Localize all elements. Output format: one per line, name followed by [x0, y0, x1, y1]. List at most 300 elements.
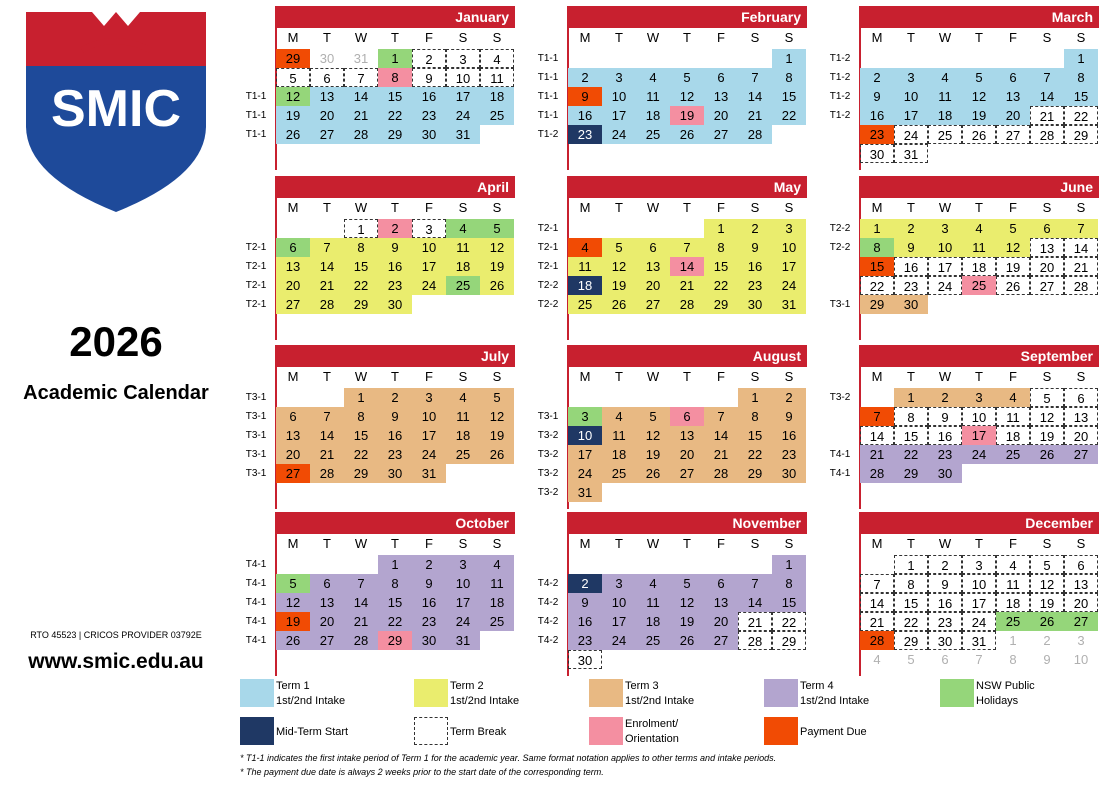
day-cell[interactable]: 19 — [480, 426, 514, 445]
day-cell[interactable]: 20 — [1064, 426, 1098, 445]
day-cell[interactable]: 10 — [412, 407, 446, 426]
day-cell[interactable]: 3 — [446, 555, 480, 574]
day-cell[interactable]: 7 — [704, 407, 738, 426]
day-cell[interactable]: 11 — [602, 426, 636, 445]
day-cell[interactable]: 29 — [378, 125, 412, 144]
day-cell[interactable]: 18 — [568, 276, 602, 295]
day-cell[interactable]: 5 — [670, 68, 704, 87]
day-cell[interactable]: 25 — [996, 445, 1030, 464]
day-cell[interactable]: 10 — [446, 68, 480, 87]
day-cell[interactable]: 17 — [962, 593, 996, 612]
day-cell[interactable]: 16 — [738, 257, 772, 276]
day-cell[interactable]: 31 — [446, 125, 480, 144]
day-cell[interactable]: 24 — [568, 464, 602, 483]
day-cell[interactable]: 28 — [344, 631, 378, 650]
day-cell[interactable]: 8 — [344, 407, 378, 426]
day-cell[interactable]: 2 — [894, 219, 928, 238]
day-cell[interactable]: 14 — [860, 426, 894, 445]
day-cell[interactable]: 16 — [412, 87, 446, 106]
day-cell[interactable]: 5 — [1030, 555, 1064, 574]
day-cell[interactable]: 21 — [310, 445, 344, 464]
day-cell[interactable]: 9 — [738, 238, 772, 257]
day-cell[interactable]: 17 — [568, 445, 602, 464]
day-cell[interactable]: 7 — [1030, 68, 1064, 87]
day-cell[interactable]: 31 — [962, 631, 996, 650]
day-cell[interactable]: 1 — [704, 219, 738, 238]
day-cell[interactable]: 7 — [310, 407, 344, 426]
day-cell[interactable]: 7 — [860, 407, 894, 426]
day-cell[interactable]: 29 — [894, 464, 928, 483]
day-cell[interactable]: 19 — [996, 257, 1030, 276]
day-cell[interactable]: 21 — [1030, 106, 1064, 125]
day-cell[interactable]: 17 — [772, 257, 806, 276]
day-cell[interactable]: 30 — [772, 464, 806, 483]
day-cell[interactable]: 22 — [894, 445, 928, 464]
day-cell[interactable]: 5 — [276, 68, 310, 87]
day-cell[interactable]: 1 — [1009, 633, 1017, 648]
day-cell[interactable]: 1 — [860, 219, 894, 238]
day-cell[interactable]: 23 — [412, 612, 446, 631]
day-cell[interactable]: 3 — [894, 68, 928, 87]
day-cell[interactable]: 6 — [704, 68, 738, 87]
day-cell[interactable]: 6 — [1064, 555, 1098, 574]
day-cell[interactable]: 12 — [996, 238, 1030, 257]
day-cell[interactable]: 20 — [636, 276, 670, 295]
day-cell[interactable]: 9 — [568, 593, 602, 612]
day-cell[interactable]: 12 — [962, 87, 996, 106]
day-cell[interactable]: 18 — [962, 257, 996, 276]
day-cell[interactable]: 14 — [738, 87, 772, 106]
day-cell[interactable]: 24 — [962, 445, 996, 464]
day-cell[interactable]: 19 — [962, 106, 996, 125]
day-cell[interactable]: 22 — [378, 612, 412, 631]
day-cell[interactable]: 11 — [568, 257, 602, 276]
day-cell[interactable]: 7 — [738, 68, 772, 87]
day-cell[interactable]: 18 — [602, 445, 636, 464]
day-cell[interactable]: 13 — [276, 426, 310, 445]
day-cell[interactable]: 23 — [378, 276, 412, 295]
day-cell[interactable]: 14 — [1064, 238, 1098, 257]
day-cell[interactable]: 26 — [670, 125, 704, 144]
day-cell[interactable]: 25 — [996, 612, 1030, 631]
day-cell[interactable]: 23 — [894, 276, 928, 295]
day-cell[interactable]: 7 — [738, 574, 772, 593]
day-cell[interactable]: 18 — [446, 257, 480, 276]
day-cell[interactable]: 17 — [412, 426, 446, 445]
day-cell[interactable]: 26 — [996, 276, 1030, 295]
day-cell[interactable]: 8 — [704, 238, 738, 257]
day-cell[interactable]: 9 — [928, 574, 962, 593]
day-cell[interactable]: 26 — [480, 445, 514, 464]
day-cell[interactable]: 28 — [310, 295, 344, 314]
day-cell[interactable]: 22 — [378, 106, 412, 125]
day-cell[interactable]: 28 — [860, 464, 894, 483]
day-cell[interactable]: 24 — [602, 125, 636, 144]
day-cell[interactable]: 3 — [412, 219, 446, 238]
day-cell[interactable]: 11 — [636, 593, 670, 612]
day-cell[interactable]: 11 — [446, 238, 480, 257]
website-link[interactable]: www.smic.edu.au — [28, 650, 204, 673]
day-cell[interactable]: 25 — [446, 276, 480, 295]
day-cell[interactable]: 29 — [344, 295, 378, 314]
day-cell[interactable]: 9 — [378, 238, 412, 257]
day-cell[interactable]: 23 — [378, 445, 412, 464]
day-cell[interactable]: 16 — [860, 106, 894, 125]
day-cell[interactable]: 2 — [568, 68, 602, 87]
day-cell[interactable]: 28 — [1064, 276, 1098, 295]
day-cell[interactable]: 4 — [996, 555, 1030, 574]
day-cell[interactable]: 21 — [860, 612, 894, 631]
day-cell[interactable]: 2 — [928, 555, 962, 574]
day-cell[interactable]: 20 — [1064, 593, 1098, 612]
day-cell[interactable]: 30 — [412, 631, 446, 650]
day-cell[interactable]: 3 — [602, 574, 636, 593]
day-cell[interactable]: 22 — [894, 612, 928, 631]
day-cell[interactable]: 23 — [772, 445, 806, 464]
day-cell[interactable]: 8 — [772, 574, 806, 593]
day-cell[interactable]: 5 — [636, 407, 670, 426]
day-cell[interactable]: 13 — [670, 426, 704, 445]
day-cell[interactable]: 26 — [276, 631, 310, 650]
day-cell[interactable]: 5 — [996, 219, 1030, 238]
day-cell[interactable]: 17 — [928, 257, 962, 276]
day-cell[interactable]: 7 — [310, 238, 344, 257]
day-cell[interactable]: 4 — [636, 68, 670, 87]
day-cell[interactable]: 12 — [276, 87, 310, 106]
day-cell[interactable]: 16 — [412, 593, 446, 612]
day-cell[interactable]: 29 — [704, 295, 738, 314]
day-cell[interactable]: 20 — [276, 445, 310, 464]
day-cell[interactable]: 3 — [772, 219, 806, 238]
day-cell[interactable]: 9 — [928, 407, 962, 426]
day-cell[interactable]: 16 — [928, 426, 962, 445]
day-cell[interactable]: 29 — [894, 631, 928, 650]
day-cell[interactable]: 10 — [602, 593, 636, 612]
day-cell[interactable]: 1 — [772, 49, 806, 68]
day-cell[interactable]: 23 — [568, 631, 602, 650]
day-cell[interactable]: 4 — [602, 407, 636, 426]
day-cell[interactable]: 30 — [378, 295, 412, 314]
day-cell[interactable]: 10 — [1073, 652, 1089, 667]
day-cell[interactable]: 11 — [480, 68, 514, 87]
day-cell[interactable]: 31 — [412, 464, 446, 483]
day-cell[interactable]: 25 — [568, 295, 602, 314]
day-cell[interactable]: 21 — [860, 445, 894, 464]
day-cell[interactable]: 12 — [1030, 574, 1064, 593]
day-cell[interactable]: 3 — [412, 388, 446, 407]
day-cell[interactable]: 13 — [704, 87, 738, 106]
day-cell[interactable]: 7 — [860, 574, 894, 593]
day-cell[interactable]: 24 — [772, 276, 806, 295]
day-cell[interactable]: 3 — [1077, 633, 1085, 648]
day-cell[interactable]: 13 — [1030, 238, 1064, 257]
day-cell[interactable]: 15 — [772, 87, 806, 106]
day-cell[interactable]: 28 — [670, 295, 704, 314]
day-cell[interactable]: 6 — [1030, 219, 1064, 238]
day-cell[interactable]: 25 — [636, 125, 670, 144]
day-cell[interactable]: 5 — [907, 652, 915, 667]
day-cell[interactable]: 7 — [1064, 219, 1098, 238]
day-cell[interactable]: 27 — [310, 631, 344, 650]
day-cell[interactable]: 31 — [446, 631, 480, 650]
day-cell[interactable]: 4 — [480, 49, 514, 68]
day-cell[interactable]: 18 — [480, 593, 514, 612]
day-cell[interactable]: 2 — [1043, 633, 1051, 648]
day-cell[interactable]: 14 — [1030, 87, 1064, 106]
day-cell[interactable]: 2 — [378, 219, 412, 238]
day-cell[interactable]: 18 — [446, 426, 480, 445]
day-cell[interactable]: 12 — [636, 426, 670, 445]
day-cell[interactable]: 31 — [568, 483, 602, 502]
day-cell[interactable]: 4 — [446, 219, 480, 238]
day-cell[interactable]: 31 — [772, 295, 806, 314]
day-cell[interactable]: 24 — [962, 612, 996, 631]
day-cell[interactable]: 5 — [670, 574, 704, 593]
day-cell[interactable]: 5 — [962, 68, 996, 87]
day-cell[interactable]: 1 — [378, 49, 412, 68]
day-cell[interactable]: 5 — [1030, 388, 1064, 407]
day-cell[interactable]: 21 — [670, 276, 704, 295]
day-cell[interactable]: 21 — [738, 612, 772, 631]
day-cell[interactable]: 29 — [276, 49, 310, 68]
day-cell[interactable]: 10 — [602, 87, 636, 106]
day-cell[interactable]: 6 — [276, 238, 310, 257]
day-cell[interactable]: 26 — [1030, 445, 1064, 464]
day-cell[interactable]: 13 — [996, 87, 1030, 106]
day-cell[interactable]: 23 — [928, 445, 962, 464]
day-cell[interactable]: 22 — [344, 276, 378, 295]
day-cell[interactable]: 23 — [568, 125, 602, 144]
day-cell[interactable]: 9 — [1043, 652, 1051, 667]
day-cell[interactable]: 17 — [446, 87, 480, 106]
day-cell[interactable]: 19 — [670, 612, 704, 631]
day-cell[interactable]: 30 — [378, 464, 412, 483]
day-cell[interactable]: 10 — [568, 426, 602, 445]
day-cell[interactable]: 28 — [704, 464, 738, 483]
day-cell[interactable]: 14 — [860, 593, 894, 612]
day-cell[interactable]: 8 — [860, 238, 894, 257]
day-cell[interactable]: 15 — [860, 257, 894, 276]
day-cell[interactable]: 29 — [344, 464, 378, 483]
day-cell[interactable]: 15 — [378, 87, 412, 106]
day-cell[interactable]: 14 — [344, 87, 378, 106]
day-cell[interactable]: 20 — [670, 445, 704, 464]
day-cell[interactable]: 13 — [310, 87, 344, 106]
day-cell[interactable]: 14 — [344, 593, 378, 612]
day-cell[interactable]: 18 — [636, 106, 670, 125]
day-cell[interactable]: 18 — [480, 87, 514, 106]
day-cell[interactable]: 7 — [975, 652, 983, 667]
day-cell[interactable]: 17 — [602, 612, 636, 631]
day-cell[interactable]: 18 — [996, 593, 1030, 612]
day-cell[interactable]: 8 — [894, 574, 928, 593]
day-cell[interactable]: 22 — [344, 445, 378, 464]
day-cell[interactable]: 26 — [1030, 612, 1064, 631]
day-cell[interactable]: 12 — [480, 407, 514, 426]
day-cell[interactable]: 11 — [962, 238, 996, 257]
day-cell[interactable]: 6 — [310, 574, 344, 593]
day-cell[interactable]: 10 — [412, 238, 446, 257]
day-cell[interactable]: 13 — [704, 593, 738, 612]
day-cell[interactable]: 8 — [738, 407, 772, 426]
day-cell[interactable]: 16 — [568, 612, 602, 631]
day-cell[interactable]: 7 — [344, 574, 378, 593]
day-cell[interactable]: 10 — [928, 238, 962, 257]
day-cell[interactable]: 6 — [704, 574, 738, 593]
day-cell[interactable]: 12 — [276, 593, 310, 612]
day-cell[interactable]: 19 — [1030, 426, 1064, 445]
day-cell[interactable]: 29 — [1064, 125, 1098, 144]
day-cell[interactable]: 24 — [412, 445, 446, 464]
day-cell[interactable]: 9 — [894, 238, 928, 257]
day-cell[interactable]: 12 — [602, 257, 636, 276]
day-cell[interactable]: 26 — [602, 295, 636, 314]
day-cell[interactable]: 24 — [602, 631, 636, 650]
day-cell[interactable]: 6 — [276, 407, 310, 426]
day-cell[interactable]: 21 — [310, 276, 344, 295]
day-cell[interactable]: 28 — [738, 631, 772, 650]
day-cell[interactable]: 25 — [602, 464, 636, 483]
day-cell[interactable]: 22 — [772, 106, 806, 125]
day-cell[interactable]: 9 — [772, 407, 806, 426]
day-cell[interactable]: 4 — [928, 68, 962, 87]
day-cell[interactable]: 1 — [772, 555, 806, 574]
day-cell[interactable]: 9 — [568, 87, 602, 106]
day-cell[interactable]: 20 — [996, 106, 1030, 125]
day-cell[interactable]: 4 — [996, 388, 1030, 407]
day-cell[interactable]: 3 — [962, 388, 996, 407]
day-cell[interactable]: 15 — [894, 593, 928, 612]
day-cell[interactable]: 16 — [772, 426, 806, 445]
day-cell[interactable]: 27 — [704, 125, 738, 144]
day-cell[interactable]: 1 — [894, 555, 928, 574]
day-cell[interactable]: 18 — [996, 426, 1030, 445]
day-cell[interactable]: 27 — [636, 295, 670, 314]
day-cell[interactable]: 8 — [772, 68, 806, 87]
day-cell[interactable]: 19 — [636, 445, 670, 464]
day-cell[interactable]: 30 — [738, 295, 772, 314]
day-cell[interactable]: 3 — [928, 219, 962, 238]
day-cell[interactable]: 5 — [480, 388, 514, 407]
day-cell[interactable]: 11 — [928, 87, 962, 106]
day-cell[interactable]: 26 — [636, 464, 670, 483]
day-cell[interactable]: 25 — [480, 106, 514, 125]
day-cell[interactable]: 19 — [670, 106, 704, 125]
day-cell[interactable]: 28 — [860, 631, 894, 650]
day-cell[interactable]: 28 — [738, 125, 772, 144]
day-cell[interactable]: 2 — [568, 574, 602, 593]
day-cell[interactable]: 30 — [860, 144, 894, 163]
day-cell[interactable]: 27 — [704, 631, 738, 650]
day-cell[interactable]: 13 — [636, 257, 670, 276]
day-cell[interactable]: 20 — [704, 106, 738, 125]
day-cell[interactable]: 23 — [928, 612, 962, 631]
day-cell[interactable]: 11 — [996, 574, 1030, 593]
day-cell[interactable]: 26 — [276, 125, 310, 144]
day-cell[interactable]: 2 — [378, 388, 412, 407]
day-cell[interactable]: 3 — [602, 68, 636, 87]
day-cell[interactable]: 14 — [704, 426, 738, 445]
day-cell[interactable]: 22 — [772, 612, 806, 631]
day-cell[interactable]: 19 — [276, 612, 310, 631]
day-cell[interactable]: 1 — [344, 388, 378, 407]
day-cell[interactable]: 25 — [928, 125, 962, 144]
day-cell[interactable]: 24 — [446, 106, 480, 125]
day-cell[interactable]: 27 — [1064, 445, 1098, 464]
day-cell[interactable]: 30 — [894, 295, 928, 314]
day-cell[interactable]: 10 — [772, 238, 806, 257]
day-cell[interactable]: 6 — [941, 652, 949, 667]
day-cell[interactable]: 12 — [480, 238, 514, 257]
day-cell[interactable]: 16 — [568, 106, 602, 125]
day-cell[interactable]: 4 — [568, 238, 602, 257]
day-cell[interactable]: 9 — [412, 68, 446, 87]
day-cell[interactable]: 28 — [310, 464, 344, 483]
day-cell[interactable]: 17 — [962, 426, 996, 445]
day-cell[interactable]: 18 — [928, 106, 962, 125]
day-cell[interactable]: 22 — [1064, 106, 1098, 125]
day-cell[interactable]: 11 — [480, 574, 514, 593]
day-cell[interactable]: 29 — [772, 631, 806, 650]
day-cell[interactable]: 8 — [378, 574, 412, 593]
day-cell[interactable]: 21 — [1064, 257, 1098, 276]
day-cell[interactable]: 23 — [738, 276, 772, 295]
day-cell[interactable]: 24 — [894, 125, 928, 144]
day-cell[interactable]: 3 — [962, 555, 996, 574]
day-cell[interactable]: 25 — [636, 631, 670, 650]
day-cell[interactable]: 27 — [1064, 612, 1098, 631]
day-cell[interactable]: 13 — [1064, 574, 1098, 593]
day-cell[interactable]: 24 — [412, 276, 446, 295]
day-cell[interactable]: 2 — [412, 49, 446, 68]
day-cell[interactable]: 6 — [670, 407, 704, 426]
day-cell[interactable]: 19 — [276, 106, 310, 125]
day-cell[interactable]: 15 — [378, 593, 412, 612]
day-cell[interactable]: 12 — [670, 593, 704, 612]
day-cell[interactable]: 17 — [412, 257, 446, 276]
day-cell[interactable]: 23 — [412, 106, 446, 125]
day-cell[interactable]: 19 — [480, 257, 514, 276]
day-cell[interactable]: 19 — [1030, 593, 1064, 612]
day-cell[interactable]: 8 — [344, 238, 378, 257]
day-cell[interactable]: 22 — [704, 276, 738, 295]
day-cell[interactable]: 2 — [412, 555, 446, 574]
day-cell[interactable]: 8 — [894, 407, 928, 426]
day-cell[interactable]: 20 — [1030, 257, 1064, 276]
day-cell[interactable]: 25 — [962, 276, 996, 295]
day-cell[interactable]: 17 — [602, 106, 636, 125]
day-cell[interactable]: 21 — [344, 612, 378, 631]
day-cell[interactable]: 2 — [772, 388, 806, 407]
day-cell[interactable]: 11 — [996, 407, 1030, 426]
day-cell[interactable]: 19 — [602, 276, 636, 295]
day-cell[interactable]: 1 — [378, 555, 412, 574]
day-cell[interactable]: 26 — [670, 631, 704, 650]
day-cell[interactable]: 6 — [996, 68, 1030, 87]
day-cell[interactable]: 8 — [378, 68, 412, 87]
day-cell[interactable]: 12 — [670, 87, 704, 106]
day-cell[interactable]: 29 — [378, 631, 412, 650]
day-cell[interactable]: 4 — [962, 219, 996, 238]
day-cell[interactable]: 20 — [276, 276, 310, 295]
day-cell[interactable]: 21 — [704, 445, 738, 464]
day-cell[interactable]: 27 — [996, 125, 1030, 144]
day-cell[interactable]: 10 — [962, 407, 996, 426]
day-cell[interactable]: 4 — [636, 574, 670, 593]
day-cell[interactable]: 17 — [894, 106, 928, 125]
day-cell[interactable]: 8 — [1064, 68, 1098, 87]
day-cell[interactable]: 13 — [276, 257, 310, 276]
